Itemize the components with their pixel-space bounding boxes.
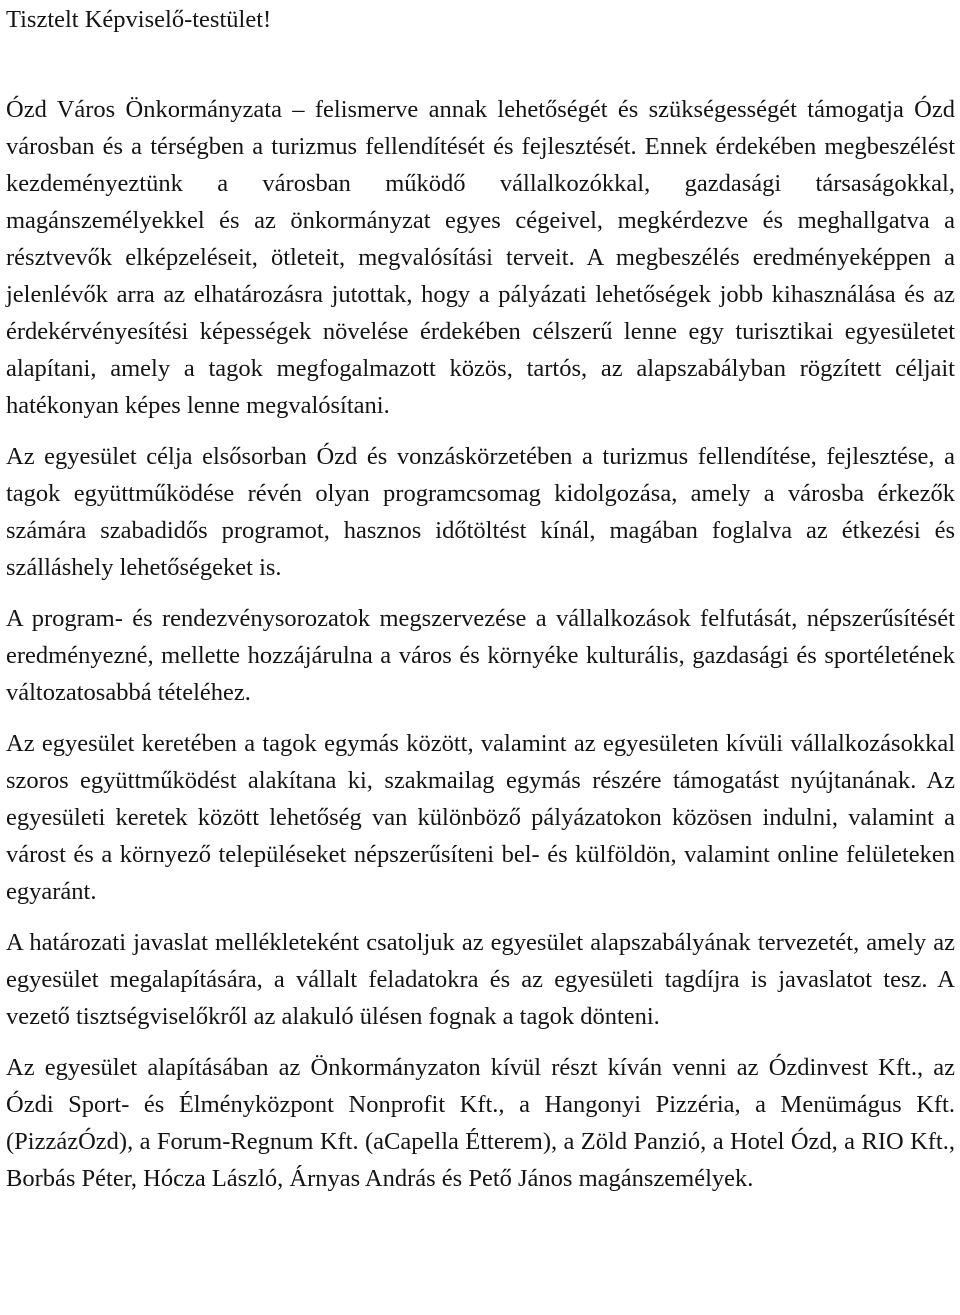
paragraph-3: A program- és rendezvénysorozatok megszervezése a vállalkozások felfutását, népszerűsítését eredményezné, mellette hozzájárulna a város és környéke kulturális, gazdasági és sportéletének változatosabbá tételéhez.: [6, 605, 955, 706]
salutation: Tisztelt Képviselő-testület!: [6, 6, 272, 33]
paragraph-6: Az egyesület alapításában az Önkormányzaton kívül részt kíván venni az Ózdinvest Kft., az Ózdi Sport- és Élményközpont Nonprofit Kft., a Hangonyi Pizzéria, a Menümágus Kft. (PizzázÓzd), a Forum-Regnum Kft. (aCapella Étterem), a Zöld Panzió, a Hotel Ózd, a RIO Kft., Borbás Péter, Hócza László, Árnyas András és Pető János magánszemélyek.: [6, 1054, 955, 1192]
paragraph-5: A határozati javaslat mellékleteként csatoljuk az egyesület alapszabályának tervezetét, amely az egyesület megalapítására, a vállalt feladatokra és az egyesületi tagdíjra is javaslatot tesz. A vezető tisztségviselőkről az alakuló ülésen fognak a tagok dönteni.: [6, 929, 955, 1030]
paragraph-1: Ózd Város Önkormányzata – felismerve annak lehetőségét és szükségességét támogatja Ózd városban és a térségben a turizmus fellendítését és fejlesztését. Ennek érdekében megbeszélést kezdeményeztünk a városban működő vállalkozókkal, gazdasági társaságokkal, magánszemélyekkel és az önkormányzat egyes cégeivel, megkérdezve és meghallgatva a résztvevők elképzeléseit, ötleteit, megvalósítási terveit. A megbeszélés eredményeképpen a jelenlévők arra az elhatározásra jutottak, hogy a pályázati lehetőségek jobb kihasználása és az érdekérvényesítési képességek növelése érdekében célszerű lenne egy turisztikai egyesületet alapítani, amely a tagok megfogalmazott közös, tartós, az alapszabályban rögzített céljait hatékonyan képes lenne megvalósítani.: [6, 96, 955, 419]
paragraph-4: Az egyesület keretében a tagok egymás között, valamint az egyesületen kívüli vállalkozásokkal szoros együttműködést alakítana ki, szakmailag egymás részére támogatást nyújtanának. Az egyesületi keretek között lehetőség van különböző pályázatokon közösen indulni, valamint a várost és a környező településeket népszerűsíteni bel- és külföldön, valamint online felületeken egyaránt.: [6, 730, 955, 905]
paragraph-2: Az egyesület célja elsősorban Ózd és vonzáskörzetében a turizmus fellendítése, fejlesztése, a tagok együttműködése révén olyan programcsomag kidolgozása, amely a városba érkezők számára szabadidős programot, hasznos időtöltést kínál, magában foglalva az étkezési és szálláshely lehetőségeket is.: [6, 443, 955, 581]
